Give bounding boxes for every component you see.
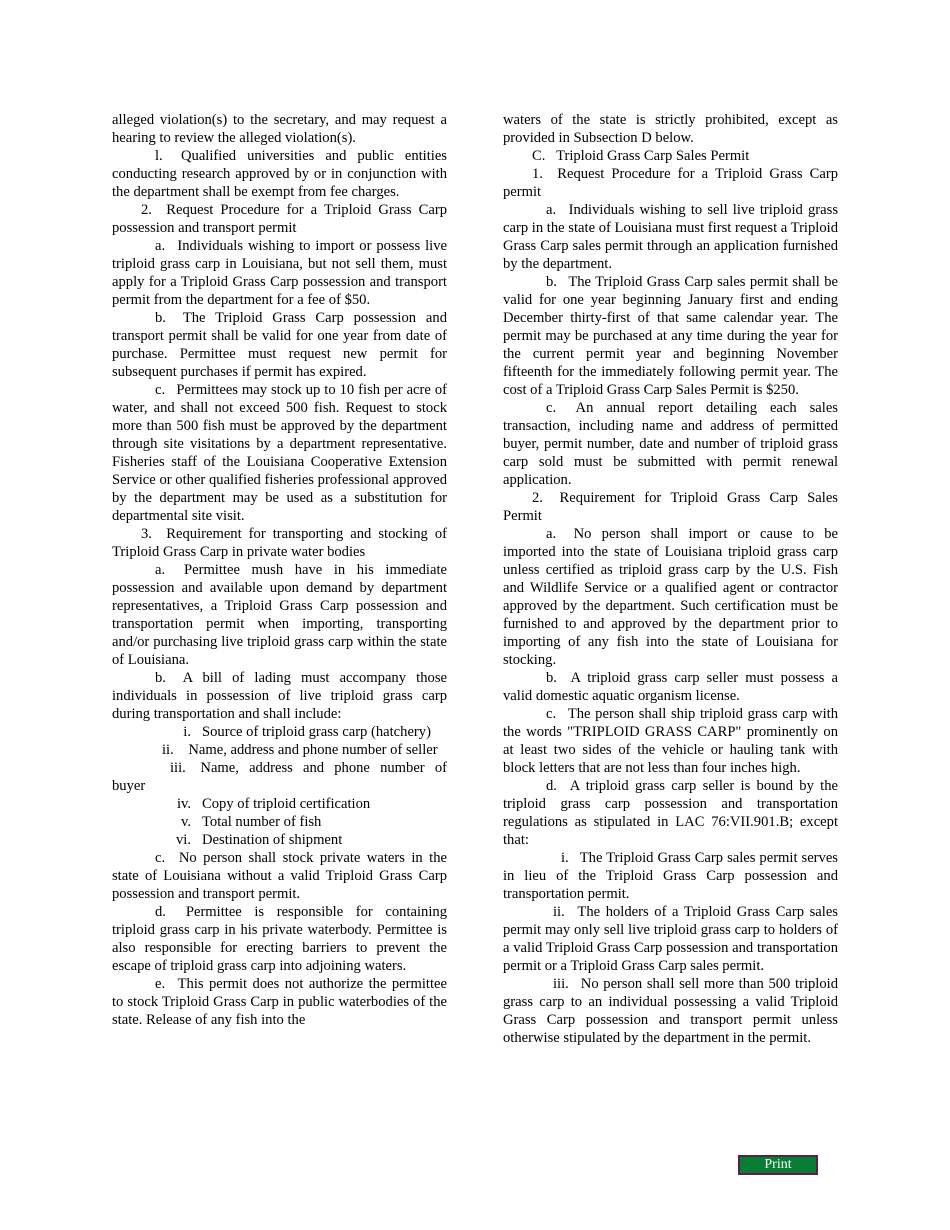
list-item-text: Name, address and phone number of buyer	[112, 760, 447, 794]
paragraph: i. The Triploid Grass Carp sales permit serves in lieu of the Triploid Grass Carp possession and transportation permit.	[503, 850, 838, 902]
paragraph: a. Permittee mush have in his immediate possession and available upon demand by department representatives, a Triploid Grass Carp possession and transportation permit when importing, transporting and/or purchasing live triploid grass carp within the state of Louisiana.	[112, 562, 447, 668]
paragraph: b. The Triploid Grass Carp possession and transport permit shall be valid for one year from date of purchase. Permittee must request new permit for subsequent purchases if permit has expired.	[112, 310, 447, 380]
section-heading: 1. Request Procedure for a Triploid Grass Carp permit	[503, 166, 838, 200]
paragraph: alleged violation(s) to the secretary, and may request a hearing to review the alleged violation(s).	[112, 112, 447, 146]
list-item-number: i.	[183, 724, 191, 740]
list-item	[112, 741, 447, 759]
section-heading: 2. Request Procedure for a Triploid Grass Carp possession and transport permit	[112, 202, 447, 236]
list-item	[112, 831, 447, 849]
list-item-number: vi.	[176, 832, 191, 848]
paragraph: b. The Triploid Grass Carp sales permit shall be valid for one year beginning January first and ending December thirty-first of that same calendar year. The permit may be purchased at any time during the year for the current permit year and beginning November fifteenth for the immediately following permit year. The cost of a Triploid Grass Carp Sales Permit is $250.	[503, 274, 838, 398]
paragraph: a. No person shall import or cause to be imported into the state of Louisiana triploid grass carp unless certified as triploid grass carp by the U.S. Fish and Wildlife Service or a qualified agent or contractor approved by the department. Such certification must be furnished to and approved by the department prior to importing of any fish into the state of Louisiana for stocking.	[503, 526, 838, 668]
list-item-text: Total number of fish	[202, 814, 322, 830]
print-button[interactable]: Print	[738, 1155, 818, 1175]
list-item-number: iii.	[170, 760, 186, 776]
paragraph: ii. The holders of a Triploid Grass Carp sales permit may only sell live triploid grass carp to holders of a valid Triploid Grass Carp possession and transportation permit or a Triploid Grass Carp sales permit.	[503, 904, 838, 974]
left-column	[112, 111, 447, 1029]
list-item	[112, 759, 447, 795]
list-item-number: ii.	[162, 742, 174, 758]
paragraph: c. Permittees may stock up to 10 fish per acre of water, and shall not exceed 500 fish. Request to stock more than 500 fish must be approved by the department through site visitations by a department representative. Fisheries staff of the Louisiana Cooperative Extension Service or other qualified fisheries professional approved by the department may be used as a substitution for departmental site visit.	[112, 382, 447, 524]
paragraph: c. The person shall ship triploid grass carp with the words "TRIPLOID GRASS CARP" prominently on at least two sides of the vehicle or hauling tank with block letters that are not less than four inches high.	[503, 706, 838, 776]
section-heading: 2. Requirement for Triploid Grass Carp Sales Permit	[503, 490, 838, 524]
paragraph: waters of the state is strictly prohibited, except as provided in Subsection D below.	[503, 112, 838, 146]
paragraph: d. A triploid grass carp seller is bound by the triploid grass carp possession and transportation regulations as stipulated in LAC 76:VII.901.B; except that:	[503, 778, 838, 848]
list-item-number: iv.	[176, 796, 191, 812]
paragraph: c. No person shall stock private waters in the state of Louisiana without a valid Triploid Grass Carp possession and transport permit.	[112, 850, 447, 902]
paragraph: c. An annual report detailing each sales transaction, including name and address of permitted buyer, permit number, date and number of triploid grass carp sold must be submitted with permit renewal application.	[503, 400, 838, 488]
paragraph: l. Qualified universities and public entities conducting research approved by or in conjunction with the department shall be exempt from fee charges.	[112, 148, 447, 200]
paragraph: d. Permittee is responsible for containing triploid grass carp in his private waterbody. Permittee is also responsible for erecting barriers to prevent the escape of triploid grass carp into adjoining waters.	[112, 904, 447, 974]
list-item	[112, 795, 447, 813]
paragraph: a. Individuals wishing to sell live triploid grass carp in the state of Louisiana must first request a Triploid Grass Carp sales permit through an application furnished by the department.	[503, 202, 838, 272]
paragraph: b. A bill of lading must accompany those individuals in possession of live triploid grass carp during transportation and shall include:	[112, 670, 447, 722]
right-column	[503, 111, 838, 1047]
paragraph: e. This permit does not authorize the permittee to stock Triploid Grass Carp in public waterbodies of the state. Release of any fish into the	[112, 976, 447, 1028]
paragraph: iii. No person shall sell more than 500 triploid grass carp to an individual possessing a valid Triploid Grass Carp possession and transport permit unless otherwise stipulated by the department in the permit.	[503, 976, 838, 1046]
list-item-text: Destination of shipment	[202, 832, 343, 848]
list-item	[112, 723, 447, 741]
list-item-number: v.	[181, 814, 191, 830]
section-heading: C. Triploid Grass Carp Sales Permit	[532, 148, 750, 164]
list-item-text: Name, address and phone number of seller	[188, 742, 438, 758]
list-item-text: Source of triploid grass carp (hatchery)	[202, 724, 431, 740]
paragraph: b. A triploid grass carp seller must possess a valid domestic aquatic organism license.	[503, 670, 838, 704]
list-item	[112, 813, 447, 831]
paragraph: a. Individuals wishing to import or possess live triploid grass carp in Louisiana, but not sell them, must apply for a Triploid Grass Carp possession and transport permit from the department for a fee of $50.	[112, 238, 447, 308]
list-item-text: Copy of triploid certification	[202, 796, 371, 812]
section-heading: 3. Requirement for transporting and stocking of Triploid Grass Carp in private water bodies	[112, 526, 447, 560]
